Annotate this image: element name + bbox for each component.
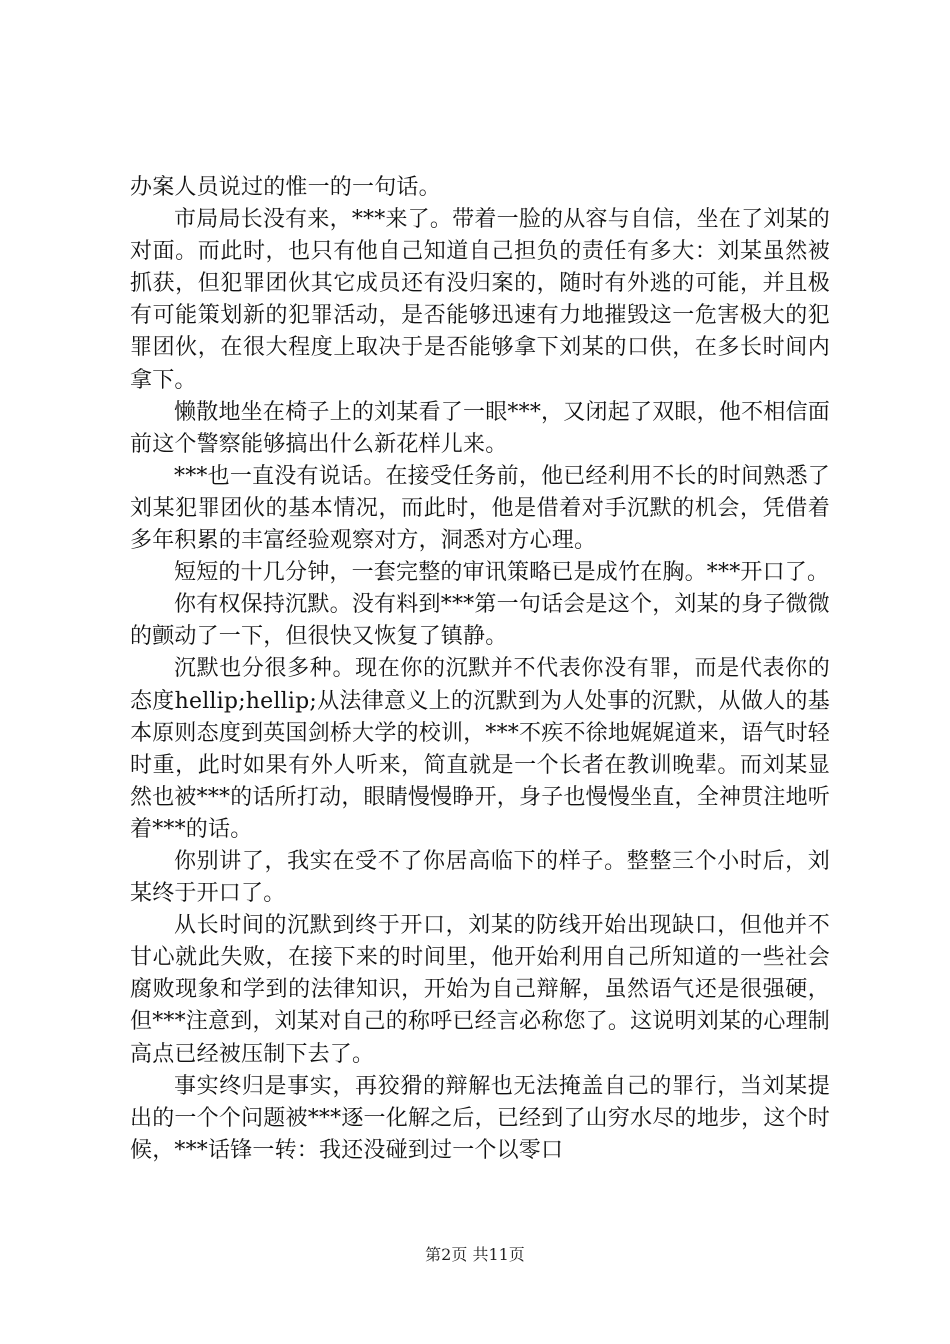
paragraph: ***也一直没有说话。在接受任务前，他已经利用不长的时间熟悉了刘某犯罪团伙的基本情况，而此时，他是借着对手沉默的机会，凭借着多年积累的丰富经验观察对方，洞悉对方心理。 xyxy=(130,463,830,554)
page-number-label: 第2页 共11页 xyxy=(425,1245,525,1264)
paragraph: 懒散地坐在椅子上的刘某看了一眼***，又闭起了双眼，他不相信面前这个警察能够搞出什么新花样儿来。 xyxy=(130,399,830,457)
paragraph: 市局局长没有来，***来了。带着一脸的从容与自信，坐在了刘某的对面。而此时，也只有他自己知道自己担负的责任有多大：刘某虽然被抓获，但犯罪团伙其它成员还有没归案的，随时有外逃的可能，并且极有可能策划新的犯罪活动，是否能够迅速有力地摧毁这一危害极大的犯罪团伙，在很大程度上取决于是否能够拿下刘某的口供，在多长时间内拿下。 xyxy=(130,207,830,393)
paragraph: 你别讲了，我实在受不了你居高临下的样子。整整三个小时后，刘某终于开口了。 xyxy=(130,848,830,907)
paragraph: 短短的十几分钟，一套完整的审讯策略已是成竹在胸。***开口了。 xyxy=(174,560,830,586)
paragraph: 办案人员说过的惟一的一句话。 xyxy=(130,175,441,200)
paragraph: 你有权保持沉默。没有料到***第一句话会是这个，刘某的身子微微的颤动了一下，但很快又恢复了镇静。 xyxy=(130,592,830,650)
page-footer xyxy=(0,1245,950,1265)
document-body xyxy=(130,172,830,1167)
paragraph: 事实终归是事实，再狡猾的辩解也无法掩盖自己的罪行，当刘某提出的一个个问题被***逐一化解之后，已经到了山穷水尽的地步，这个时候，***话锋一转：我还没碰到过一个以零口 xyxy=(130,1073,830,1163)
paragraph: 从长时间的沉默到终于开口，刘某的防线开始出现缺口，但他并不甘心就此失败，在接下来的时间里，他开始利用自己所知道的一些社会腐败现象和学到的法律知识，开始为自己辩解，虽然语气还是很强硬，但***注意到，刘某对自己的称呼已经言必称您了。这说明刘某的心理制高点已经被压制下去了。 xyxy=(130,913,830,1067)
paragraph: 沉默也分很多种。现在你的沉默并不代表你没有罪，而是代表你的态度hellip;hellip;从法律意义上的沉默到为人处事的沉默，从做人的基本原则态度到英国剑桥大学的校训，***不疾不徐地娓娓道来，语气时轻时重，此时如果有外人听来，简直就是一个长者在教训晚辈。而刘某显然也被***的话所打动，眼睛慢慢睁开，身子也慢慢坐直，全神贯注地听着***的话。 xyxy=(130,656,830,842)
